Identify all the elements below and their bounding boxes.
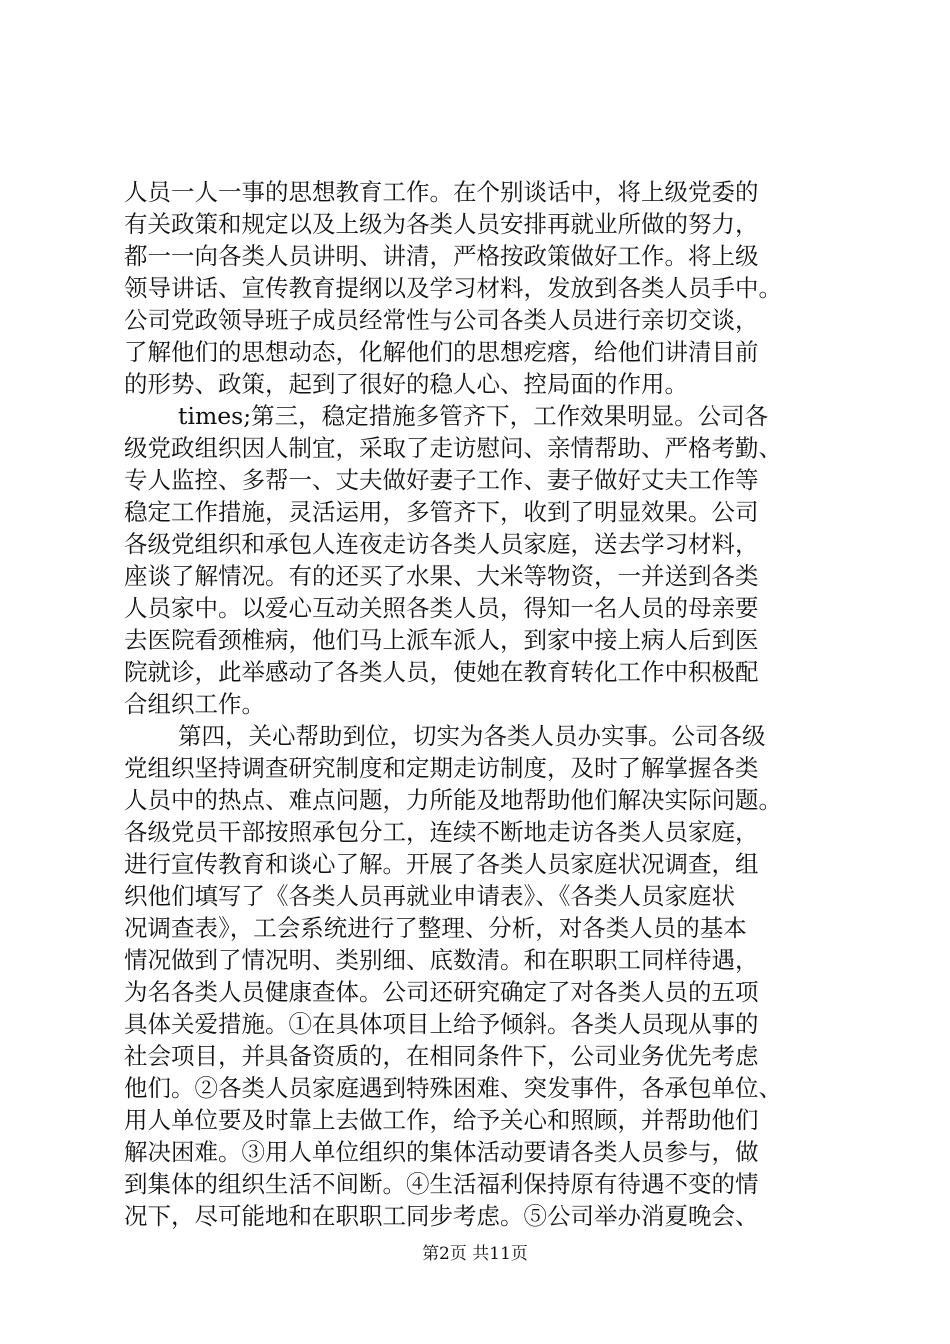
text-line: 各级党员干部按照承包分工，连续不断地走访各类人员家庭，: [124, 818, 759, 846]
text-line: 情况做到了情况明、类别细、底数清。和在职职工同样待遇，: [124, 946, 759, 974]
text-line: 具体关爱措施。①在具体项目上给予倾斜。各类人员现从事的: [124, 1010, 759, 1038]
text-line: 的形势、政策，起到了很好的稳人心、控局面的作用。: [124, 370, 688, 398]
text-line: 专人监控、多帮一、丈夫做好妻子工作、妻子做好丈夫工作等: [124, 466, 759, 494]
text-line: 院就诊，此举感动了各类人员，使她在教育转化工作中积极配: [124, 658, 759, 686]
text-line: 他们。②各类人员家庭遇到特殊困难、突发事件，各承包单位、: [124, 1074, 782, 1102]
text-line: 稳定工作措施，灵活运用，多管齐下，收到了明显效果。公司: [124, 498, 759, 526]
page-number: 第2页 共11页: [422, 1244, 528, 1264]
page-footer: [0, 1244, 950, 1264]
text-line: 人员中的热点、难点问题，力所能及地帮助他们解决实际问题。: [124, 786, 782, 814]
text-line: 况调查表》，工会系统进行了整理、分析，对各类人员的基本: [124, 914, 747, 942]
text-line: 社会项目，并具备资质的，在相同条件下，公司业务优先考虑: [124, 1042, 759, 1070]
text-line: 级党政组织因人制宜，采取了走访慰问、亲情帮助、严格考勤、: [124, 434, 782, 462]
text-line: 领导讲话、宣传教育提纲以及学习材料，发放到各类人员手中。: [124, 274, 782, 302]
text-line: 有关政策和规定以及上级为各类人员安排再就业所做的努力，: [124, 210, 759, 238]
document-body: [124, 176, 834, 1232]
text-line: 党组织坚持调查研究制度和定期走访制度，及时了解掌握各类: [124, 754, 759, 782]
text-line: times;第三，稳定措施多管齐下，工作效果明显。公司各: [178, 402, 769, 430]
text-line: 了解他们的思想动态，化解他们的思想疙瘩，给他们讲清目前: [124, 338, 759, 366]
text-line: 人员家中。以爱心互动关照各类人员，得知一名人员的母亲要: [124, 594, 759, 622]
text-line: 况下，尽可能地和在职职工同步考虑。⑤公司举办消夏晚会、: [124, 1202, 759, 1230]
paragraph: [124, 720, 834, 1232]
text-line: 为名各类人员健康查体。公司还研究确定了对各类人员的五项: [124, 978, 759, 1006]
text-line: 合组织工作。: [124, 690, 265, 718]
text-line: 人员一人一事的思想教育工作。在个别谈话中，将上级党委的: [124, 178, 759, 206]
text-line: 织他们填写了《各类人员再就业申请表》、《各类人员家庭状: [124, 882, 735, 910]
text-line: 第四，关心帮助到位，切实为各类人员办实事。公司各级: [178, 722, 766, 750]
text-line: 去医院看颈椎病，他们马上派车派人，到家中接上病人后到医: [124, 626, 759, 654]
text-line: 用人单位要及时靠上去做工作，给予关心和照顾，并帮助他们: [124, 1106, 759, 1134]
paragraph: [124, 400, 834, 720]
text-line: 进行宣传教育和谈心了解。开展了各类人员家庭状况调查，组: [124, 850, 759, 878]
text-line: 各级党组织和承包人连夜走访各类人员家庭，送去学习材料，: [124, 530, 759, 558]
text-line: 解决困难。③用人单位组织的集体活动要请各类人员参与，做: [124, 1138, 759, 1166]
text-line: 公司党政领导班子成员经常性与公司各类人员进行亲切交谈，: [124, 306, 759, 334]
text-line: 到集体的组织生活不间断。④生活福利保持原有待遇不变的情: [124, 1170, 759, 1198]
paragraph: [124, 176, 834, 400]
text-line: 都一一向各类人员讲明、讲清，严格按政策做好工作。将上级: [124, 242, 759, 270]
text-line: 座谈了解情况。有的还买了水果、大米等物资，一并送到各类: [124, 562, 759, 590]
